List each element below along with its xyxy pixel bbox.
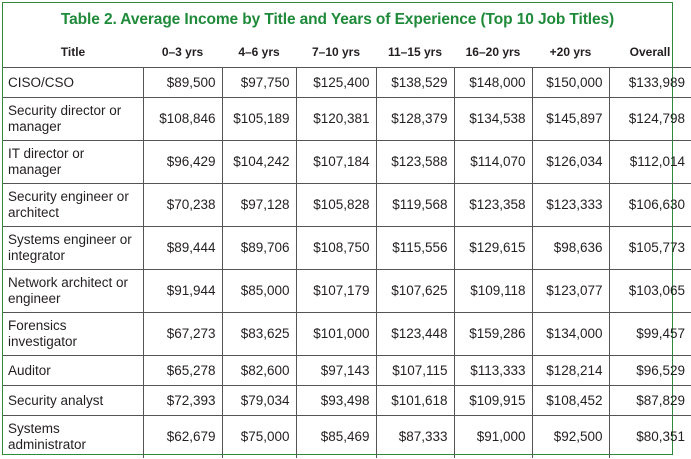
income-cell: $109,915	[454, 386, 532, 416]
income-cell: $148,000	[454, 68, 532, 98]
job-title-cell: IT director or manager	[3, 141, 143, 184]
income-cell: $114,070	[454, 141, 532, 184]
header-overall: Overall	[609, 37, 691, 68]
income-cell: $93,498	[296, 386, 376, 416]
income-cell: $62,679	[143, 416, 222, 459]
header-20-plus-yrs: +20 yrs	[532, 37, 609, 68]
income-table	[3, 37, 691, 458]
income-cell: $107,625	[376, 270, 454, 313]
income-cell: $70,238	[143, 184, 222, 227]
income-cell: $123,077	[532, 270, 609, 313]
income-cell: $105,189	[222, 98, 296, 141]
income-cell: $107,184	[296, 141, 376, 184]
table-row	[3, 313, 691, 356]
income-cell: $96,529	[609, 356, 691, 386]
income-cell: $91,000	[454, 416, 532, 459]
income-cell: $98,636	[532, 227, 609, 270]
income-cell: $145,897	[532, 98, 609, 141]
income-cell: $108,846	[143, 98, 222, 141]
income-cell: $134,000	[532, 313, 609, 356]
income-cell: $80,351	[609, 416, 691, 459]
income-cell: $89,444	[143, 227, 222, 270]
table-row	[3, 184, 691, 227]
job-title-cell: Systems administrator	[3, 416, 143, 459]
table-row	[3, 270, 691, 313]
income-cell: $159,286	[454, 313, 532, 356]
income-cell: $107,115	[376, 356, 454, 386]
income-cell: $101,000	[296, 313, 376, 356]
income-cell: $128,214	[532, 356, 609, 386]
table-title: Table 2. Average Income by Title and Years of Experience (Top 10 Job Titles)	[60, 11, 615, 28]
income-cell: $101,618	[376, 386, 454, 416]
income-cell: $129,615	[454, 227, 532, 270]
income-cell: $104,242	[222, 141, 296, 184]
income-cell: $97,750	[222, 68, 296, 98]
income-cell: $87,829	[609, 386, 691, 416]
income-cell: $89,500	[143, 68, 222, 98]
income-cell: $109,118	[454, 270, 532, 313]
income-cell: $85,469	[296, 416, 376, 459]
income-cell: $128,379	[376, 98, 454, 141]
job-title-cell: CISO/CSO	[8, 74, 75, 90]
income-cell: $115,556	[376, 227, 454, 270]
header-7-10-yrs: 7–10 yrs	[296, 37, 376, 68]
job-title-cell: Auditor	[3, 356, 143, 386]
income-cell: $72,393	[143, 386, 222, 416]
income-cell: $91,944	[143, 270, 222, 313]
job-title-cell: Systems engineer or integrator	[3, 227, 143, 270]
income-cell: $106,630	[609, 184, 691, 227]
table-row	[3, 68, 691, 98]
income-cell: $79,034	[222, 386, 296, 416]
job-title-cell: Network architect or engineer	[3, 270, 143, 313]
table-row	[3, 386, 691, 416]
income-cell: $107,179	[296, 270, 376, 313]
income-cell: $108,452	[532, 386, 609, 416]
income-cell: $82,600	[222, 356, 296, 386]
table-row	[3, 416, 691, 459]
income-cell: $108,750	[296, 227, 376, 270]
header-title: Title	[3, 37, 143, 68]
income-cell: $134,538	[454, 98, 532, 141]
header-0-3-yrs: 0–3 yrs	[143, 37, 222, 68]
job-title-cell: Security analyst	[3, 386, 143, 416]
income-cell: $89,706	[222, 227, 296, 270]
income-cell: $85,000	[222, 270, 296, 313]
income-cell: $133,989	[609, 68, 691, 98]
income-cell: $105,773	[609, 227, 691, 270]
header-11-15-yrs: 11–15 yrs	[376, 37, 454, 68]
income-cell: $119,568	[376, 184, 454, 227]
job-title-cell: Security engineer or architect	[3, 184, 143, 227]
income-cell: $138,529	[376, 68, 454, 98]
table-row	[3, 141, 691, 184]
income-cell: $87,333	[376, 416, 454, 459]
income-cell: $123,358	[454, 184, 532, 227]
income-cell: $123,588	[376, 141, 454, 184]
header-16-20-yrs: 16–20 yrs	[454, 37, 532, 68]
income-cell: $83,625	[222, 313, 296, 356]
income-cell: $123,448	[376, 313, 454, 356]
income-cell: $125,400	[296, 68, 376, 98]
table-row	[3, 227, 691, 270]
income-cell: $99,457	[609, 313, 691, 356]
header-4-6-yrs: 4–6 yrs	[222, 37, 296, 68]
table-row	[3, 356, 691, 386]
income-cell: $96,429	[143, 141, 222, 184]
income-cell: $65,278	[143, 356, 222, 386]
table-row	[3, 98, 691, 141]
income-cell: $97,143	[296, 356, 376, 386]
income-cell: $105,828	[296, 184, 376, 227]
header-row	[3, 37, 691, 68]
income-cell: $150,000	[532, 68, 609, 98]
income-cell: $113,333	[454, 356, 532, 386]
income-cell: $120,381	[296, 98, 376, 141]
income-cell: $92,500	[532, 416, 609, 459]
job-title-cell: Security director or manager	[3, 98, 143, 141]
income-cell: $67,273	[143, 313, 222, 356]
income-cell: $75,000	[222, 416, 296, 459]
income-cell: $97,128	[222, 184, 296, 227]
income-cell: $126,034	[532, 141, 609, 184]
income-cell: $103,065	[609, 270, 691, 313]
income-cell: $112,014	[609, 141, 691, 184]
income-cell: $124,798	[609, 98, 691, 141]
income-cell: $123,333	[532, 184, 609, 227]
table-frame	[2, 2, 685, 455]
job-title-cell: Forensics investigator	[3, 313, 143, 356]
